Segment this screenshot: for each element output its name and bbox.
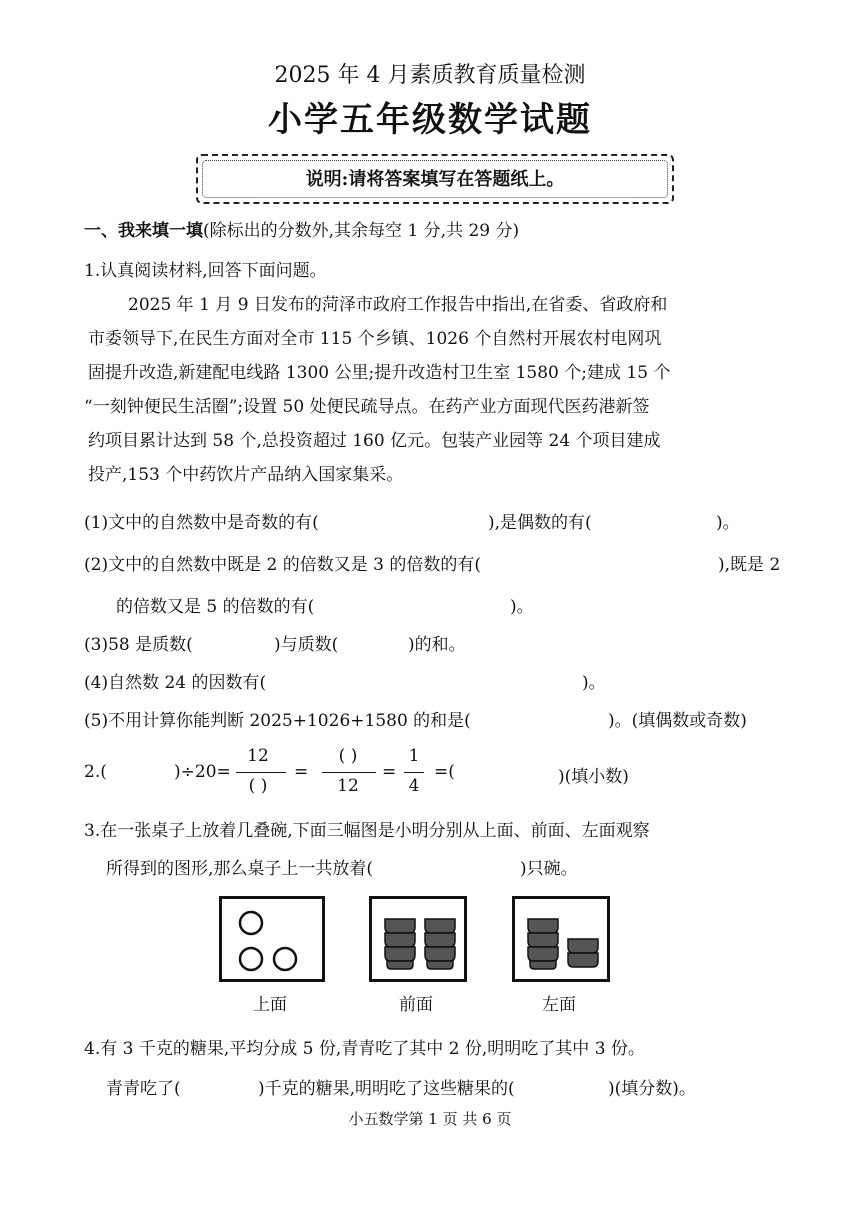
q2-prefix: 2.( (84, 762, 107, 782)
q2-frac2-denominator: 12 (337, 776, 359, 796)
q1-sub4-a: (4)自然数 24 的因数有( (84, 673, 267, 693)
q1-passage-line: “一刻钟便民生活圈”;设置 50 处便民疏导点。在药产业方面现代医药港新签 (84, 397, 650, 417)
q1-passage-line: 2025 年 1 月 9 日发布的菏泽市政府工作报告中指出,在省委、省政府和 (128, 295, 668, 315)
q1-sub3-b: )与质数( (274, 635, 339, 655)
q1-passage-line: 约项目累计达到 58 个,总投资超过 160 亿元。包装产业园等 24 个项目建成 (88, 431, 661, 451)
q2-frac3-bar (404, 772, 424, 773)
q1-sub1-b: ),是偶数的有( (488, 513, 592, 533)
left-view-figure (512, 896, 610, 982)
q2-suffix: )(填小数) (558, 767, 629, 787)
q1-sub2-a: (2)文中的自然数中既是 2 的倍数又是 3 的倍数的有( (84, 555, 481, 575)
q2-frac1-denominator: ( ) (248, 776, 268, 796)
q2-equals-3: =( (434, 762, 455, 782)
q2-frac1-numerator: 12 (247, 746, 269, 766)
q1-sub2-d: )。 (510, 597, 534, 617)
page-footer: 小五数学第 1 页 共 6 页 (348, 1110, 512, 1128)
exam-title: 2025 年 4 月素质教育质量检测 (274, 63, 586, 88)
q1-sub2-b: ),既是 2 (718, 555, 781, 575)
q2-equals-1: = (294, 762, 309, 782)
q2-frac2-numerator: ( ) (338, 746, 358, 766)
section-title: 一、我来填一填 (84, 221, 203, 241)
q3-line2-b: )只碗。 (520, 859, 578, 879)
top-view-figure (219, 896, 325, 982)
q2-division: )÷20= (174, 762, 231, 782)
q2-frac3-numerator: 1 (408, 746, 420, 766)
q1-passage-line: 投产,153 个中药饮片产品纳入国家集采。 (88, 465, 404, 485)
front-view-figure (369, 896, 467, 982)
q1-passage-line: 市委领导下,在民生方面对全市 115 个乡镇、1026 个自然村开展农村电网巩 (88, 329, 662, 349)
q4-line1: 4.有 3 千克的糖果,平均分成 5 份,青青吃了其中 2 份,明明吃了其中 3 份。 (84, 1039, 645, 1059)
section-heading (84, 216, 519, 241)
caption-top-view: 上面 (253, 995, 287, 1015)
q1-sub3-a: (3)58 是质数( (84, 635, 193, 655)
q2-frac1-bar (236, 772, 286, 773)
q2-frac2-bar (322, 772, 376, 773)
paper-title: 小学五年级数学试题 (268, 100, 592, 140)
q2-equals-2: = (382, 762, 397, 782)
q4-line2-c: )(填分数)。 (608, 1079, 696, 1099)
q1-stem: 1.认真阅读材料,回答下面问题。 (84, 261, 327, 281)
section-note: (除标出的分数外,其余每空 1 分,共 29 分) (203, 221, 520, 241)
caption-front-view: 前面 (399, 995, 433, 1015)
q1-sub1-a: (1)文中的自然数中是奇数的有( (84, 513, 319, 533)
top-view-bowls (222, 899, 322, 979)
q1-sub1-c: )。 (716, 513, 740, 533)
q4-line2-a: 青青吃了( (106, 1079, 181, 1099)
q1-sub3-c: )的和。 (408, 635, 466, 655)
notice-box (196, 154, 674, 204)
q1-sub2-c: 的倍数又是 5 的倍数的有( (116, 597, 315, 617)
q1-passage-line: 固提升改造,新建配电线路 1300 公里;提升改造村卫生室 1580 个;建成 15 个 (88, 363, 671, 383)
q1-sub5-a: (5)不用计算你能判断 2025+1026+1580 的和是( (84, 711, 471, 731)
q2-frac3-denominator: 4 (408, 776, 420, 796)
left-view-bowls (515, 899, 607, 979)
q3-line1: 3.在一张桌子上放着几叠碗,下面三幅图是小明分别从上面、前面、左面观察 (84, 821, 650, 841)
front-view-bowls (372, 899, 464, 979)
q4-line2-b: )千克的糖果,明明吃了这些糖果的( (258, 1079, 515, 1099)
q3-line2-a: 所得到的图形,那么桌子上一共放着( (106, 859, 374, 879)
q1-sub5-b: )。(填偶数或奇数) (608, 711, 747, 731)
q1-sub4-b: )。 (582, 673, 606, 693)
notice-text: 说明:请将答案填写在答题纸上。 (202, 160, 668, 198)
caption-left-view: 左面 (542, 995, 576, 1015)
